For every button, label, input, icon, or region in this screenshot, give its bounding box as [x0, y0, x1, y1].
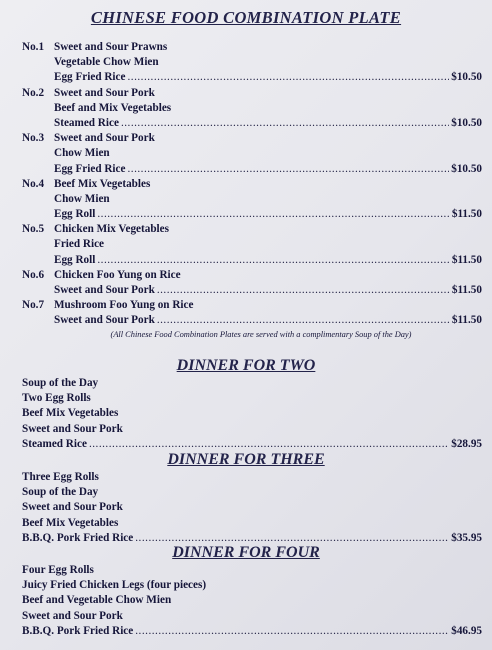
combo-item: Vegetable Chow Mien — [54, 56, 159, 69]
leader-dots — [157, 283, 450, 298]
combo-price: $11.50 — [451, 314, 482, 327]
dinner-item: Two Egg Rolls — [22, 392, 91, 405]
dinner-item: Beef and Vegetable Chow Mien — [22, 594, 172, 607]
dinner-for-two-list — [22, 376, 482, 452]
combo-list — [22, 40, 482, 341]
dinner-for-two-title: DINNER FOR TWO — [176, 357, 316, 374]
leader-dots — [89, 437, 449, 452]
combo-4-price-line — [22, 207, 482, 222]
combo-price: $10.50 — [451, 71, 482, 84]
leader-dots — [127, 70, 449, 85]
leader-dots — [121, 116, 449, 131]
dinner-item: Steamed Rice — [22, 437, 87, 450]
leader-dots — [97, 207, 450, 222]
combo-2-price-line — [22, 116, 482, 131]
combination-plate-title: CHINESE FOOD COMBINATION PLATE — [90, 8, 402, 27]
dinner-item: Beef Mix Vegetables — [22, 407, 119, 420]
combo-4-line-1 — [22, 177, 482, 192]
combo-number: No.5 — [22, 223, 45, 236]
combo-item: Fried Rice — [54, 238, 105, 251]
dinner-item: Soup of the Day — [22, 377, 99, 389]
dinner-for-four-list — [22, 563, 482, 639]
dinner-item: Sweet and Sour Pork — [22, 501, 123, 514]
dinner-price-line — [22, 437, 482, 452]
leader-dots — [157, 313, 450, 328]
dinner-item: Sweet and Sour Pork — [22, 422, 123, 435]
dinner-item: B.B.Q. Pork Fried Rice — [22, 624, 134, 637]
combo-number: No.3 — [22, 132, 45, 145]
combo-5-price-line — [22, 253, 482, 268]
combo-item: Egg Fried Rice — [54, 71, 126, 84]
combo-item: Chicken Foo Yung on Rice — [54, 268, 181, 281]
dinner-price-line — [22, 624, 482, 639]
combo-item: Sweet and Sour Pork — [54, 86, 155, 99]
combo-number: No.7 — [22, 299, 45, 312]
combo-number: No.6 — [22, 268, 45, 281]
combo-7-line-1 — [22, 298, 482, 313]
combo-2-line-2 — [22, 101, 482, 116]
combo-4-line-2 — [22, 192, 482, 207]
leader-dots — [135, 624, 449, 639]
combo-number: No.2 — [22, 86, 45, 99]
combo-2-line-1 — [22, 86, 482, 101]
dinner-item: Juicy Fried Chicken Legs (four pieces) — [22, 579, 207, 592]
dinner-for-three-list — [22, 470, 482, 546]
combo-7-price-line — [22, 313, 482, 328]
combo-item: Beef and Mix Vegetables — [54, 101, 172, 114]
combo-item: Egg Roll — [54, 208, 96, 221]
combo-6-price-line — [22, 283, 482, 298]
dinner-price: $35.95 — [451, 531, 482, 544]
combo-price: $11.50 — [451, 253, 482, 266]
dinner-item: Three Egg Rolls — [22, 471, 99, 483]
leader-dots — [127, 162, 449, 177]
dinner-for-three-title: DINNER FOR THREE — [167, 451, 325, 468]
combo-6-line-1 — [22, 268, 482, 283]
combo-price: $10.50 — [451, 116, 482, 129]
dinner-price: $28.95 — [451, 437, 482, 450]
dinner-price: $46.95 — [451, 624, 482, 637]
combo-item: Chow Mien — [54, 192, 110, 205]
combo-3-line-2 — [22, 146, 482, 161]
combo-item: Mushroom Foo Yung on Rice — [54, 299, 194, 312]
combo-1-price-line — [22, 70, 482, 85]
combo-item: Steamed Rice — [54, 116, 119, 129]
dinner-item: Soup of the Day — [22, 486, 99, 499]
combo-price: $11.50 — [451, 284, 482, 296]
combo-5-line-2 — [22, 237, 482, 252]
leader-dots — [97, 253, 450, 268]
combo-5-line-1 — [22, 222, 482, 237]
combo-1-line-2 — [22, 55, 482, 70]
combo-item: Egg Roll — [54, 253, 96, 266]
combo-number: No.4 — [22, 177, 45, 190]
combo-item: Sweet and Sour Pork — [54, 314, 155, 327]
dinner-for-four-title: DINNER FOR FOUR — [172, 544, 320, 561]
combo-3-line-1 — [22, 131, 482, 146]
dinner-item: Beef Mix Vegetables — [22, 516, 119, 529]
combo-item: Beef Mix Vegetables — [54, 177, 151, 190]
combo-item: Sweet and Sour Pork — [54, 284, 155, 296]
combo-1-line-1 — [22, 40, 482, 55]
combo-item: Sweet and Sour Prawns — [54, 41, 168, 53]
dinner-item: Four Egg Rolls — [22, 564, 94, 576]
combo-number: No.1 — [22, 41, 45, 53]
dinner-item: B.B.Q. Pork Fried Rice — [22, 531, 134, 544]
combo-item: Chicken Mix Vegetables — [54, 223, 169, 236]
combo-3-price-line — [22, 162, 482, 177]
dinner-item: Sweet and Sour Pork — [22, 609, 123, 622]
combo-price: $10.50 — [451, 162, 482, 175]
combo-item: Chow Mien — [54, 147, 110, 160]
combo-item: Egg Fried Rice — [54, 162, 126, 175]
combo-item: Sweet and Sour Pork — [54, 132, 155, 145]
combo-footnote: (All Chinese Food Combination Plates are served with a complimentary Soup of the Day) — [110, 329, 412, 339]
combo-price: $11.50 — [451, 208, 482, 221]
